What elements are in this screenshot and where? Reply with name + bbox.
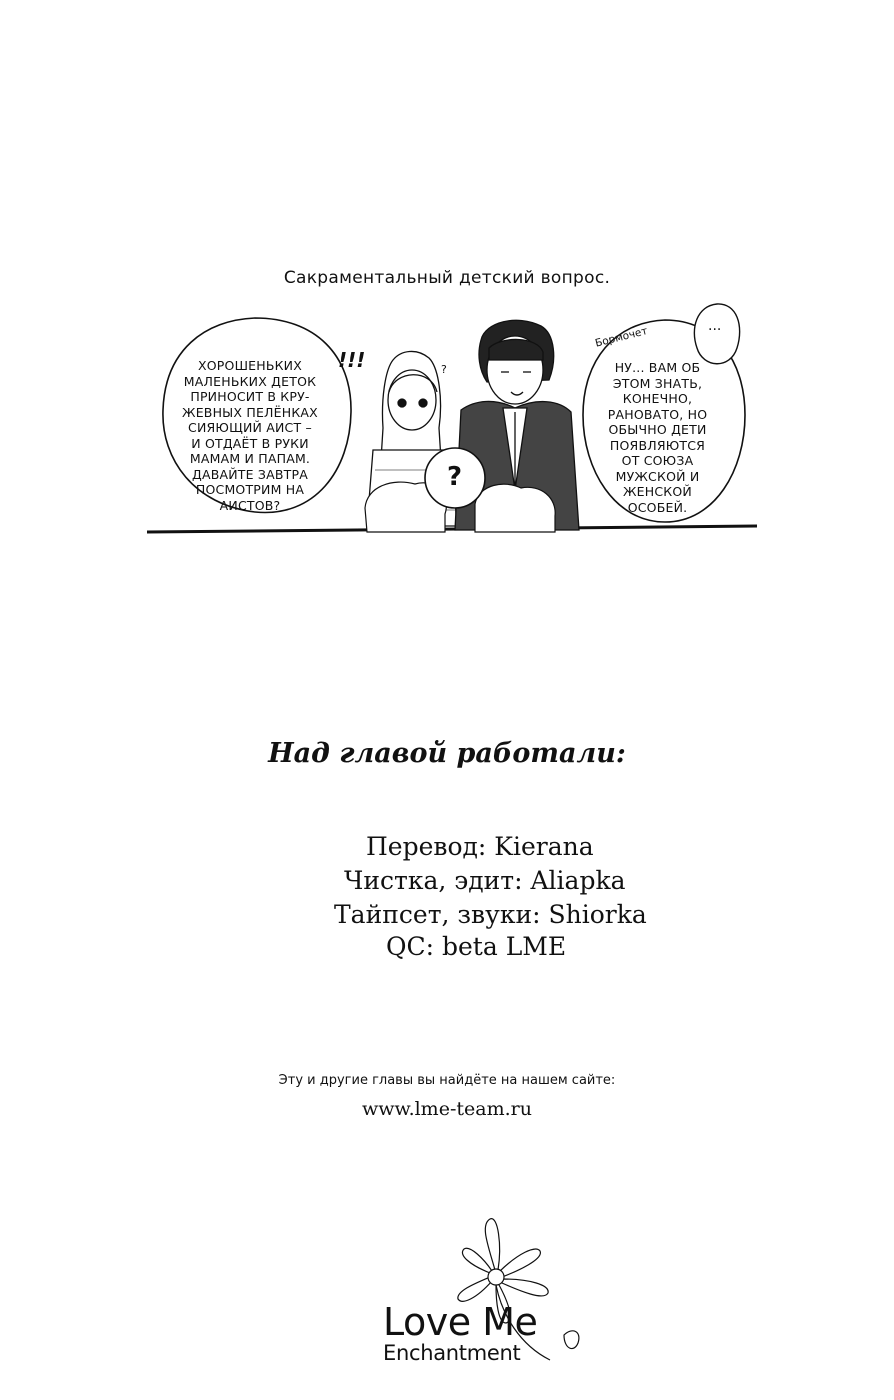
right-bubble-line: КОНЕЧНО, [622,391,693,406]
logo-line-2: Enchantment [383,1341,521,1365]
credit-cleaning: Чистка, эдит: Aliapka [344,866,626,895]
credit-typeset: Тайпсет, звуки: Shiorka [334,900,647,929]
credit-translation: Перевод: Kierana [366,832,594,861]
left-bubble-line: МАМАМ И ПАПАМ. [189,451,311,466]
left-bubble-line: ПРИНОСИТ В КРУ- [190,389,310,404]
right-bubble-line: ПОЯВЛЯЮТСЯ [609,437,706,453]
question-mark: ? [447,462,463,492]
panel-caption: Сакраментальный детский вопрос. [283,268,611,288]
site-url: www.lme-team.ru [362,1098,532,1120]
site-note: Эту и другие главы вы найдёте на нашем сайте: [278,1073,616,1088]
right-bubble-line: ЭТОМ ЗНАТЬ, [612,375,703,391]
left-bubble-line: СИЯЮЩИЙ АИСТ – [188,420,312,435]
floor-line [147,526,757,532]
right-bubble-line: РАНОВАТО, НО [607,406,708,422]
left-bubble-line: АИСТОВ? [219,497,281,513]
left-bubble-line: МАЛЕНЬКИХ ДЕТОК [183,373,317,389]
left-bubble-line: ЖЕВНЫХ ПЕЛЁНКАХ [182,404,318,420]
left-bubble-text [165,358,335,513]
right-bubble-line: ОСОБЕЙ. [627,499,688,515]
right-bubble-text [585,360,730,515]
right-bubble-line: ОБЫЧНО ДЕТИ [608,422,707,437]
right-bubble-line: ОТ СОЮЗА [621,453,694,468]
mutter-sfx: Бормочет [594,325,649,350]
left-bubble-line: ХОРОШЕНЬКИХ [197,358,302,373]
left-bubble-line: И ОТДАЁТ В РУКИ [191,435,309,451]
credits-title: Над главой работали: [268,738,626,769]
right-bubble-line: ЖЕНСКОЙ [623,484,692,499]
credit-qc: QC: beta LME [386,932,567,961]
right-bubble-line: НУ... ВАМ ОБ [614,360,701,375]
left-bubble-line: ПОСМОТРИМ НА [195,482,305,497]
exclamation-marks: !!! [338,348,366,372]
right-bubble-line: МУЖСКОЙ И [615,468,700,484]
left-bubble-line: ДАВАЙТЕ ЗАВТРА [192,466,308,482]
logo-line-1: Love Me [383,1300,538,1344]
ellipsis-text: ... [708,318,722,334]
small-question-mark: ? [441,363,447,376]
